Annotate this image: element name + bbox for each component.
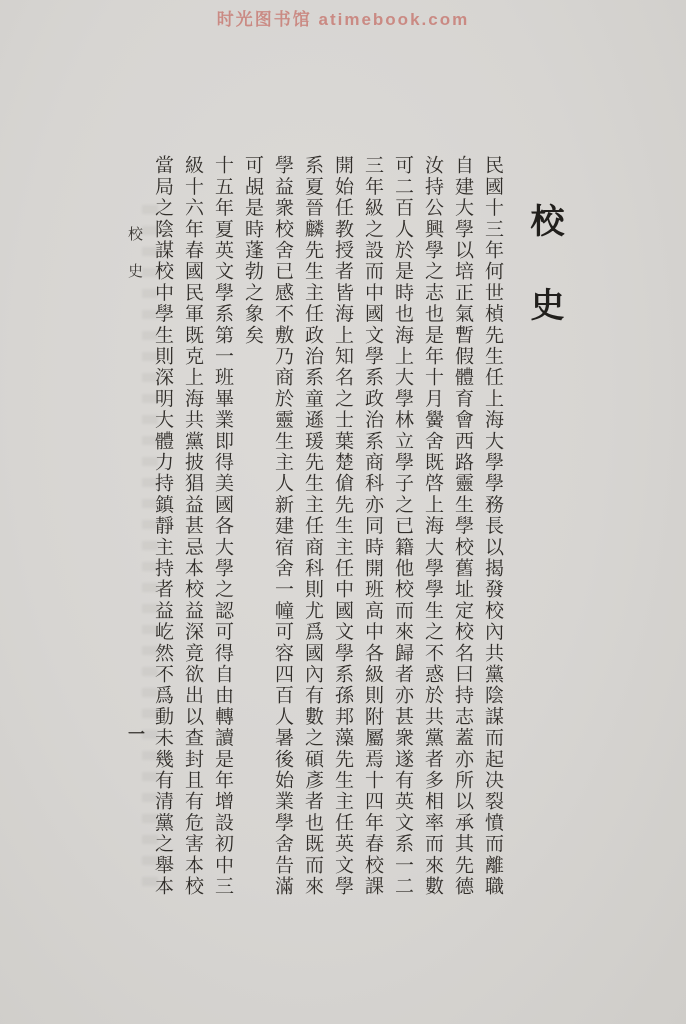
library-watermark: 时光图书馆 atimebook.com <box>216 10 470 29</box>
text-column: 汝持公興學之志也是年十月黌舍既啓上海大學學生之不惑於共黨者多相率而來數 <box>422 155 443 897</box>
text-column: 系夏晉麟先生主任政治系童遜瑗先生主任商科則尤爲國內有數之碩彥者也既而來 <box>302 155 323 897</box>
text-column: 自建大學以培正氣暫假體育會西路靈生學校舊址定校名曰持志蓋亦所以承其先德 <box>452 155 473 897</box>
text-column: 開始任教授者皆海上知名之士葉楚傖先生主任中國文學系孫邦藻先生主任英文學 <box>332 155 353 897</box>
text-column: 三年級之設而中國文學系政治系商科亦同時開班高中各級則附屬焉十四年春校課 <box>362 155 383 897</box>
text-column: 當局之陰謀校中學生則深明大體力持鎮靜主持者益屹然不爲動未幾有清黨之舉本 <box>152 155 173 897</box>
text-column: 可二百人於是時也海上大學林立學子之已籍他校而來歸者亦甚衆遂有英文系一二 <box>392 155 413 897</box>
text-column: 民國十三年何世楨先生任上海大學學務長以揭發校內共黨陰謀而起决裂憤而離職 <box>482 155 503 897</box>
reverse-side-bleedthrough <box>142 205 158 895</box>
main-text-block <box>147 155 565 903</box>
margin-running-title: 校史 <box>126 226 142 300</box>
page-number: 一 <box>128 725 145 744</box>
text-column: 級十六年春國民軍既克上海共黨披猖益甚忌本校益深竟欲出以查封且有危害本校 <box>182 155 203 897</box>
page-title: 校史 <box>525 203 562 371</box>
text-column: 學益衆校舍已感不敷乃商於靈生主人新建宿舍一幢可容四百人暑後始業學舍告滿 <box>272 155 293 897</box>
text-column: 十五年夏英文學系第一班畢業即得美國各大學之認可得自由轉讀是年增設初中三 <box>212 155 233 897</box>
text-column: 可覘是時蓬勃之象矣 <box>242 155 263 346</box>
